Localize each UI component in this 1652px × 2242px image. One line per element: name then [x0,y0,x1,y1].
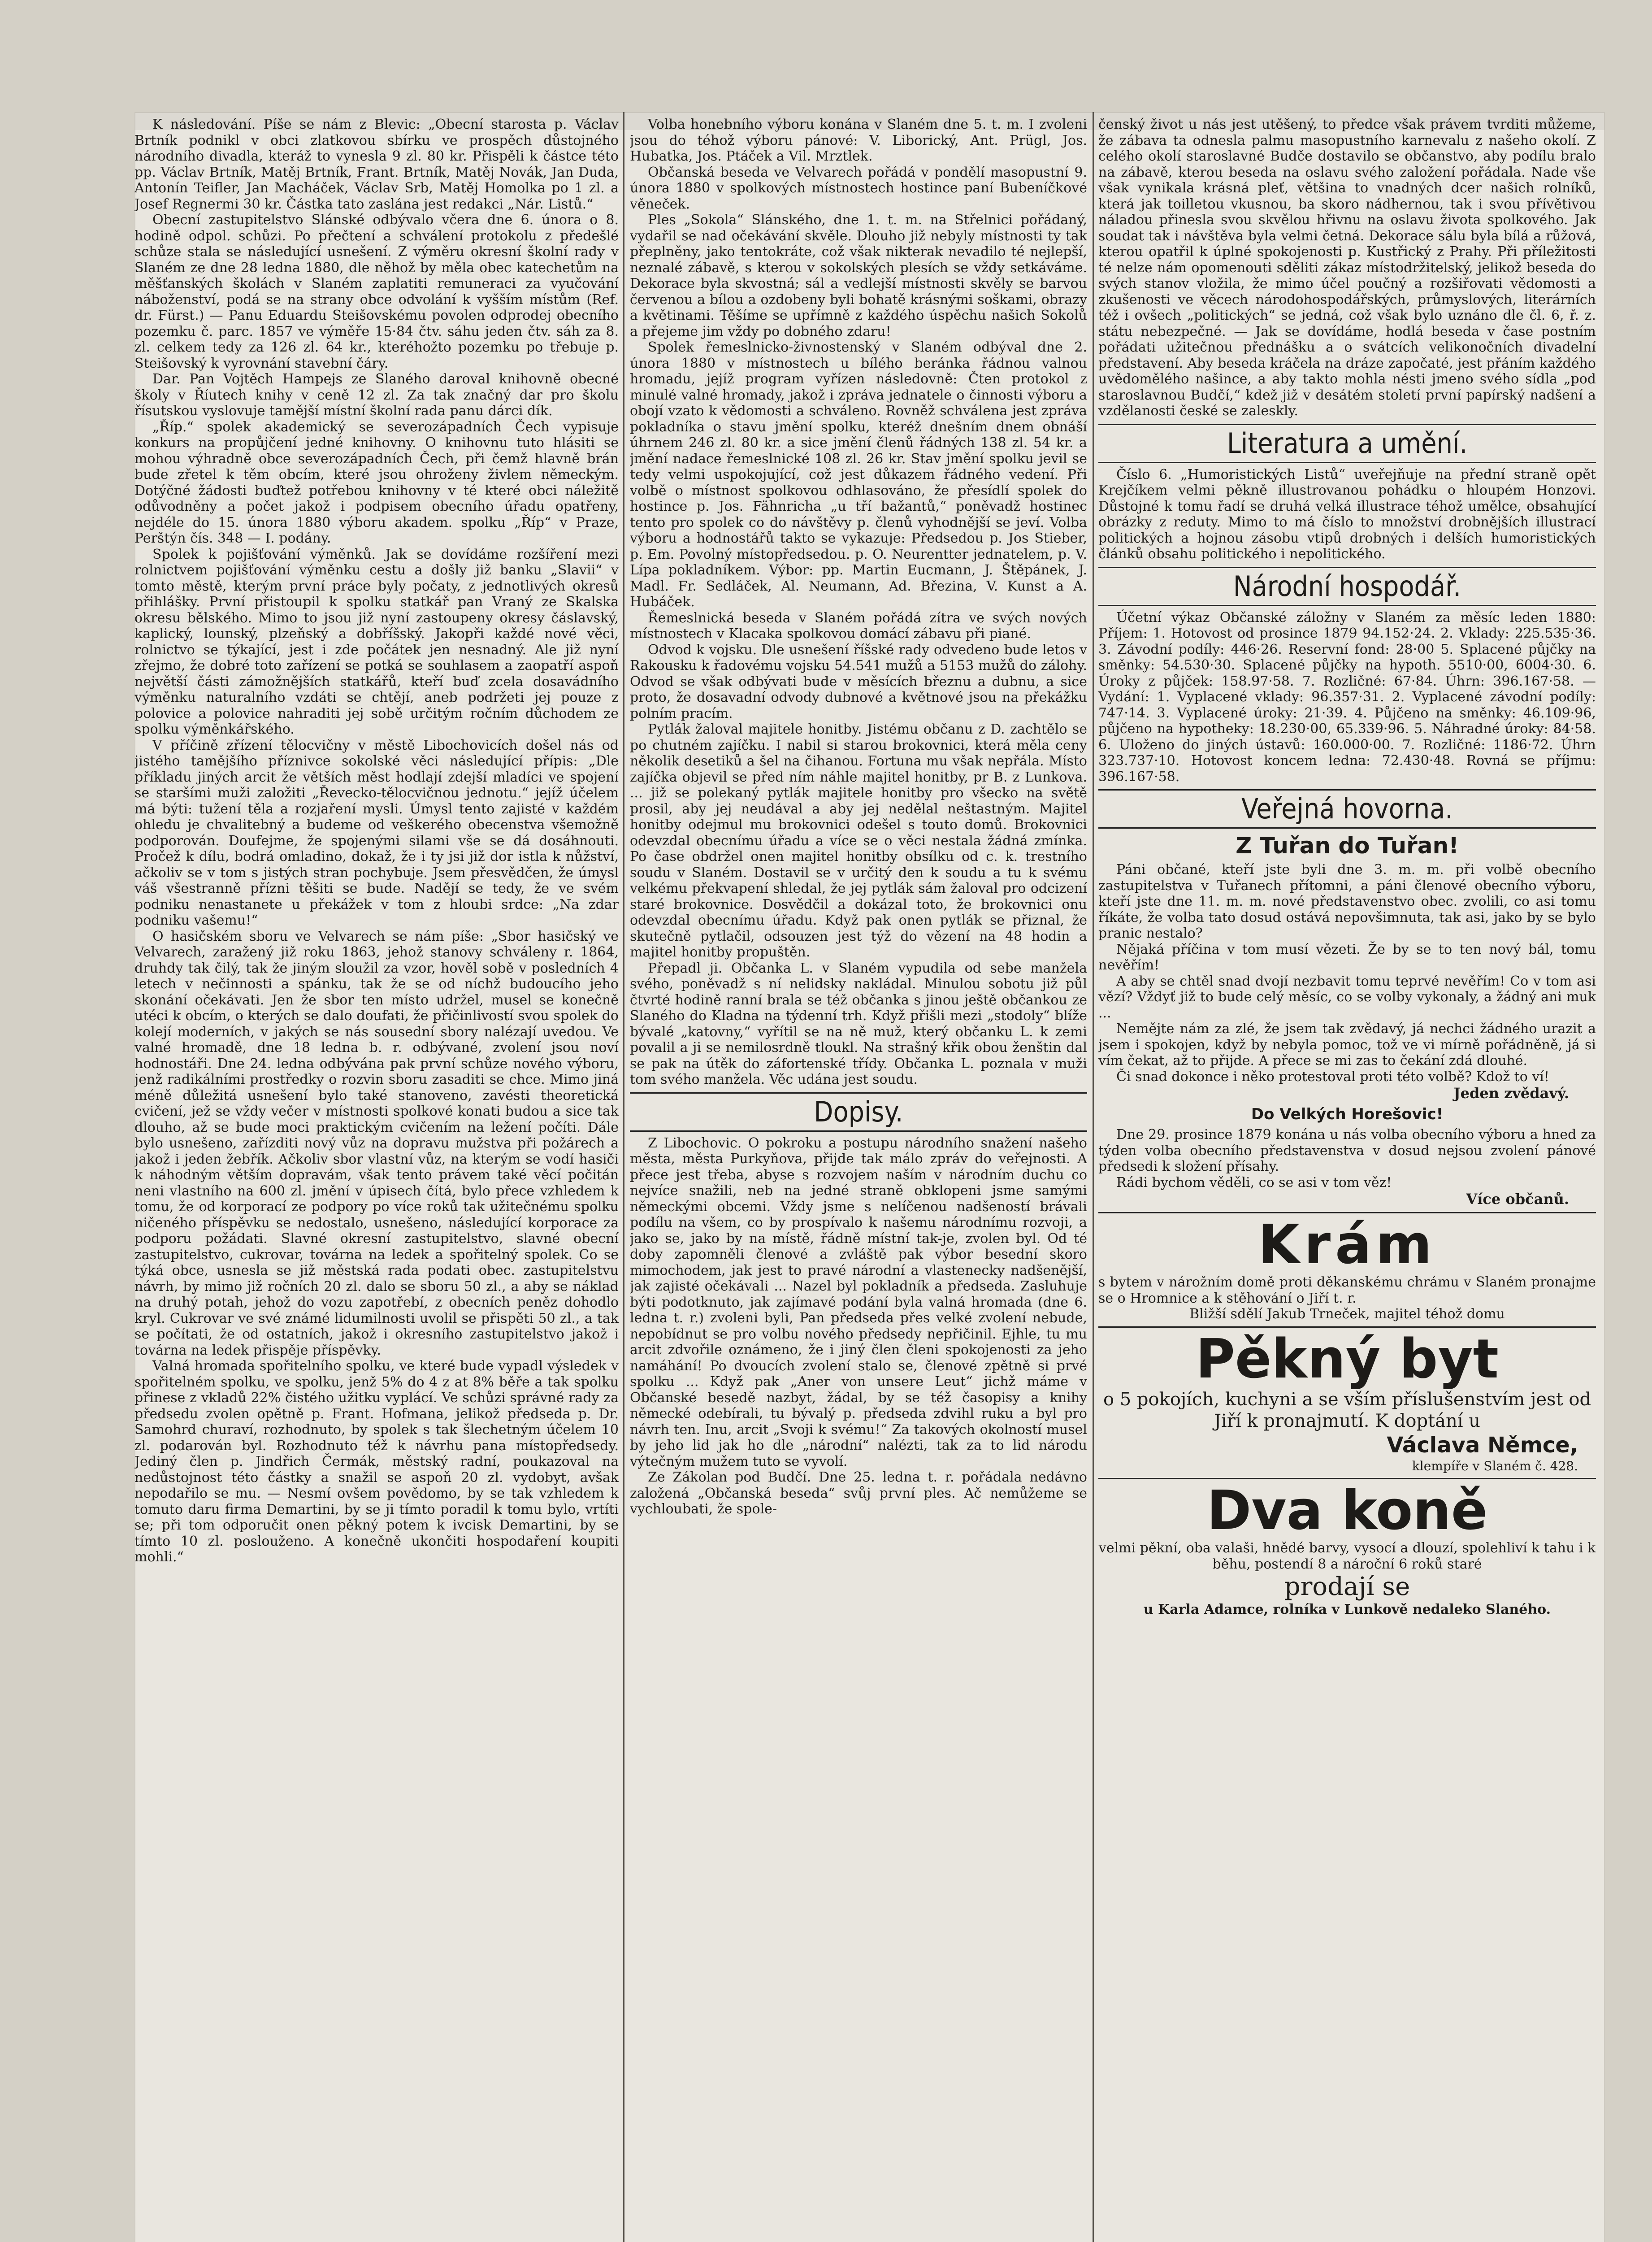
column-1 [134,117,619,2242]
article-ucetni-vykaz: Účetní výkaz Občanské záložny v Slaném za měsíc leden 1880: Příjem: 1. Hotovost od prosince 1879 94.152·24. 2. Vklady: 225.535·36. 3. Závodní podíly: 446·26. Reservní fond: 28·00 5. Splacené půjčky na směnky: 54.530·30. Splacené půjčky na hypoth. 5510·00, 6004·30. 6. Úroky z půjček: 158.97·58. 7. Rozličné: 67·84. Úhrn: 396.167·58. — Vydání: 1. Vyplacené vklady: 96.357·31. 2. Vyplacené závodní podíly: 747·14. 3. Vyplacené úroky: 21·39. 4. Půjčeno na směnky: 46.109·96, půjčeno na hypotheky: 18.230·00, 65.339·96. 5. Náhradné úroky: 84·58. 6. Uloženo do jiných ústavů: 160.000·00. 7. Rozličné: 1186·72. Úhrn 323.737·10. Hotovost koncem ledna: 72.430·48. Rovná se příjmu: 396.167·58. [1098,609,1596,785]
ad-byt-name: Václava Němce, [1387,1433,1578,1458]
letter-turany-1: Páni občané, kteří jste byli dne 3. m. m. při volbě obecního zastupitelstva v Tuřanech přítomni, a páni členové obecního výboru, kteří jste dne 11. m. m. nové představenstvo obec. zvolili, co asi tomu říkáte, že volba tato dosud ostává nepovšimnuta, tak asi, jako by se bylo pranic nestalo? [1098,862,1596,941]
ad-kram-title: Krám [1257,1214,1437,1276]
column-2 [630,117,1087,2242]
article-odvod: Odvod k vojsku. Dle usnešení říšské rady odvedeno bude letos v Rakousku k řadovému vojsku 54.541 mužů a 5153 mužů do zálohy. Odvod se však odbývati bude v měsících březnu a dubnu, a sice proto, že dosavadní odvody dubnové a květnové jsou na překážku polním pracím. [630,642,1087,721]
article-telocvicna: V příčině zřízení tělocvičny v městě Libochovicích došel nás od jistého tamějšího příznivce sokolské věci následující přípis: „Dle příkladu jiných arcit že větších měst hodlají zdejší mladíci ve spojení se staršími muži založiti „Řevecko-tělocvičnou jednotu.“ jejíž účelem má býti: tužení těla a rozjaření mysli. Úmysl tento zajisté v každém ohledu je chvalitebný a budeme od veškerého obecenstva všemožně podporován. Doufejme, že spojenými silami vše se dá dosáhnouti. Pročež k dílu, bodrá omladino, dokaž, že i ty jsi již dor istla k nůžství, ačkoliv se v tom s jistých stran pochybuje. Jsem přesvědčen, že úmysl váš všestranně přízni těšiti se bude. Nadějí se tedy, že ve svém podniku nenastanete u překážek v tom z hloubi srdce: „Na zdar podniku vašemu!“ [134,737,619,928]
article-pytlak: Pytlák žaloval majitele honitby. Jistému občanu z D. zachtělo se po chutném zajíčku. I nabil si starou brokovnici, která měla ceny několik desetiků a šel na čihanou. Fortuna mu však nepřála. Místo zajíčka objevil se před ním náhle majitel honitby, pr B. z Lunkova. ... již se polekaný pytlák majitele honitby pro všecko na světě prosil, aby jej neudával a aby jej nedělal neštastným. Majitel honitby odejmul mu brokovnici odešel s touto domů. Brokovnici odevzdal obecnímu úřadu a více se o věci nestala žádná zmínka. Po čase obdržel onen majitel honitby obsílku od c. k. trestního soudu v Slaném. Dostavil se v určitý den k soudu a tu k svému velkému překvapení shledal, že jej pytlák sám žaloval pro odcizení staré brokovnice. Dosvědčil a dokázal toto, že brokovnici onu odevzdal obecnímu úřadu. Když pak onen pytlák se přiznal, že skutečně pytlačil, odsouzen jest týž do vězení na 48 hodin a majitel honitby propuštěn. [630,721,1087,960]
article-remeslnicka-beseda: Řemeslnická beseda v Slaném pořádá zítra ve svých nových místnostech v Klacaka spolkovou domácí zábavu při piané. [630,610,1087,642]
article-obecni-zastupitelstvo: Obecní zastupitelstvo Slánské odbývalo včera dne 6. února o 8. hodině odpol. schůzi. Po přečtení a schválení protokolu z předešlé schůze stala se následující usnešení. Z výměru okresní školní rady v Slaném ze dne 28 ledna 1880, dle něhož by měla obec katechetům na měšťanských školách v Slaném zaplatiti remuneraci za vyučování náboženství, podá se na strany obce odvolání k vyšším místům (Ref. dr. Fürst.) — Panu Eduardu Steišovskému povolen odprodej obecního pozemku č. parc. 1857 ve výměře 15·84 čtv. sáhu jeden čtv. sáh za 8. zl. celkem tedy za 126 zl. 64 kr., kteréhožto pozemku po třebuje p. Steišovský k vyrovnání stavební čáry. [134,212,619,371]
article-hasicsky-sbor: O hasičském sboru ve Velvarech se nám píše: „Sbor hasičský ve Velvarech, zaražený již roku 1863, jehož stanovy schváleny r. 1864, druhdy tak čilý, tak že jiným sloužil za vzor, hověl sobě v posledních 4 letech v nečinnosti a spánku, tak že se od níchž budoucího jeho skonání očekávati. Jen že sbor ten místo udržel, musel se konečně utéci k obcím, o kterých se dalo doufati, že přičinlivostí svou spolek do kolejí moderních, v jakých se nás sousední sbory nalézají uvedou. Ve valné hromadě, dne 18 ledna b. r. odbývané, zvolení jsou noví hodnostáři. Dne 24. ledna odbývána pak první schůze nového výboru, jenž radikálními prostředky o rozvin sboru zasaditi se chce. Mimo jiná méně důležitá usnešení bylo také stanoveno, zavésti theoretická cvičení, jež se vždy večer v místnosti spolkové konati budou a sice tak dlouho, až se bude moci praktickým cvičením na ležení počíti. Dále bylo usnešeno, zařízditi nový vůz na dopravu mužstva při požárech a jakož i jeden žebřík. Ačkoliv sbor vlastní vůz, na kterým se vodí hasiči k náhodným větším dopravám, však tento právem také věcí počitán neni vlastního na 600 zl. jmění v úpisech čítá, bylo přece vzhledem k tomu, že od korporací ze podpory po více roků tak užitečnému spolku ničeného příspěvku se nedostalo, usnešeno, následující korporace za podporu požádati. Slavné okresní zastupitelstvo, slavné obecní zastupitelstvo, cukrovar, továrna na ledek a spořitelný spolek. Co se týká obce, usnesla se již městská rada podati obec. zastupitelstvu návrh, by mimo již ročních 20 zl. dalo se sboru 50 zl., a aby se náklad na druhý potah, jehož do vozu zapotřebí, z obecních peněz dohodlo kryl. Cukrovar ve své známé lidumilnosti uvolil se přispěti 50 zl., a tak se počítati, že od ostatních, jakož i okresního zastupitelstvo jakož i továrna na ledek přispěje příspěvky. [134,928,619,1358]
article-spolek-remeslnicky: Spolek řemeslnicko-živnostenský v Slaném odbýval dne 2. února 1880 v místnostech u bílého beránka řádnou valnou hromadu, jejíž program vyřízen následovně: Čten protokol z minulé valné hromady, jakož i zpráva jednatele o činnosti výboru a obojí vzato k vědomosti a schváleno. Rovněž schválena jest zpráva pokladníka o stavu jmění spolku, kteréž dnešním dnem obnáší úhrnem 246 zl. 80 kr. a sice jmění členů řádných 138 zl. 54 kr. a jmění nadace řemeslnické 108 zl. 26 kr. Stav jmění spolku jevil se tedy velmi uspokojující, což jest důkazem řádného vedení. Při volbě o místnost spolkovou odhlasováno, že přesídlí spolek do hostince p. Jos. Fähnricha „u tří bažantů,“ poněvadž hostinec tento pro spolek co do návštěvy p. členů vyhodnější se jeví. Volba výboru a hodnostářů takto se vykazuje: Předsedou p. Jos Stieber, p. Em. Povolný místopředsedou. p. O. Neurentter jednatelem, p. V. Lípa pokladníkem. Výbor: pp. Martin Eucmann, J. Štěpánek, J. Madl. Fr. Sedláček, Al. Neumann, Ad. Březina, V. Kunst a A. Hubáček. [630,339,1087,610]
article-zakolany-cont: čenský život u nás jest utěšený, to předce však právem tvrditi můžeme, že zábava ta odnesla palmu masopustního karnevalu z našeho okolí. Z celého okolí staroslavné Budče dostavilo se občanstvo, aby podílu bralo na zábavě, kterou beseda na oslavu svého založení pořádala. Nade vše však vynikala krásná pleť, většina to vnadných dcer našich rolníků, která jak toilletou vkusnou, ba skoro nádhernou, tak i svou přívětivou náladou přinesla svou skvělou hřivnu na oslavu života spolkového. Jak soudat tak i návštěva byla velmi četná. Dekorace sálu byla bílá a růžová, kterou opatřil k úplné spokojenosti p. Kustřický z Prahy. Při příležitosti té nelze nám opomenouti sděliti zákaz místodržitelský, jelikož beseda do svých stanov vložila, že mimo účel poučný a rozšiřovati vědomosti a zkušenosti ve věcech národohospodářských, průmyslových, literárních též i ovšech „politických“ se jedná, což však bylo uznáno dle čl. 6, ř. z. státu nebezpečné. — Jak se dovídáme, hodlá beseda v čase postním pořádati užitečnou přednášku a o svátcích velikonočních divadelní představení. Aby beseda kráčela na dráze započaté, jest přáním každého uvědomělého našince, a aby takto mohla nésti jmeno svého sídla „pod staroslavnou Budčí,“ kdež již v desátém století první papírský nadšení a vzdělanosti české se zaleskly. [1098,117,1596,419]
column-3 [1098,117,1596,2242]
ad-pekny-byt [1098,1326,1596,1473]
section-title-hovorna: Veřejná hovorna. [1098,789,1596,829]
section-title-hospodar: Národní hospodář. [1098,567,1596,606]
article-libochovice: Z Libochovic. O pokroku a postupu národního snažení našeho města, města Purkyňova, přijde tak málo zpráv do veřejnosti. A přece jest třeba, abyse s rozvojem naším v národním duchu co nejvíce snažili, neb na jedné straně obklopeni jsme samými německými obcemi. Vždy jsme s nelíčenou nadšeností brávali podílu na všem, co by prospívalo k našemu národnímu rozvoji, a jako se, jako by na místě, řádně místní tak-je, zvolen byl. Od té doby zapomněli členové a zvláště pak výbor besední skoro mimochodem, jak jest to pravé národní a vlastenecky nadšenější, jak zajisté očekávali ... Nazel byl pokladník a předseda. Zasluhuje býti podotknuto, jak zajímavé podání byla valná hromada (dne 6. ledna t. r.) zvoleni byli, Pan předseda přes velké zvolení nebude, nepobídnut se pro volbu nového předsedy nepřičinil. Ejhle, tu mu arcit zdvořile oznámeno, že i jiný člen členi spokojenosti za jeho namáhání! Po dvoucích zvolení stalo se, členové zpětně si prvé spolku ... Když pak „Aner von unsere Leut“ jichž máme v Občanské besedě nazbyt, žádal, by se též časopisy a knihy německé odebírali, tu bývalý p. předseda zdvihl ruku a byl pro návrh ten. Inu, arcit „Svoji k svému!“ Za takových okolností musel by jeho lid jak ho dle „národní“ nalézti, tak za to lid národu výtečným mužem tuto se vyvolí. [630,1135,1087,1469]
letter-turany-2: Nějaká příčina v tom musí vězeti. Že by se to ten nový bál, tomu nevěřím! [1098,941,1596,973]
article-blevice: K následování. Píše se nám z Blevic: „Obecní starosta p. Václav Brtník podnikl v obci zlatkovou sbírku ve prospěch důstojného národního divadla, kteráž to vynesla 9 zl. 80 kr. Přispěli k částce této pp. Václav Brtník, Matěj Brtník, Frant. Brtník, Matěj Novák, Jan Duda, Antonín Teifler, Jan Macháček, Václav Srb, Matěj Homolka po 1 zl. a Josef Regnermi 30 kr. Částka tato zaslána jest redakci „Nár. Listů.“ [134,117,619,212]
ad-dva-kone [1098,1478,1596,1617]
ad-byt-address: klempíře v Slaném č. 428. [1412,1459,1578,1473]
letter-horesovice-2: Rádi bychom věděli, co se asi v tom věz! [1116,1174,1392,1191]
article-rip: „Říp.“ spolek akademický se severozápadních Čech vypisuje konkurs na propůjčení jedné knihovny. O knihovnu tuto hlásiti se mohou výhradně obce severozápadních Čech, při čemž hlavně brán bude zřetel k těm obcím, které jsou ohroženy živlem německým. Dotýčné žádosti buďtež potřebou knihovny v té které obci náležitě odůvodněny a počet jakož i podpisem obecního úřadu opatřeny, nejdéle do 15. února 1880 výboru akadem. spolku „Říp“ v Praze, Perštýn čís. 348 — I. podány. [134,419,619,546]
article-zakolany: Ze Zákolan pod Budčí. Dne 25. ledna t. r. pořádala nedávno založená „Občanská beseda“ svůj první ples. Ač nemůžeme se vychloubati, že spole- [630,1469,1087,1517]
signature-vice-obcanu: Více občanů. [1466,1191,1569,1208]
letter-turany-5: Či snad dokonce i něko protestoval proti této volbě? Kdož to ví! [1116,1069,1549,1085]
article-sporitelni-spolek: Valná hromada spořitelního spolku, ve které bude vypadl výsledek v spořitelném spolku, ve spolku, jenž 5% do 4 z at 8% běře a tak spolku přinese z vkladů 22% čistého užitku vyplácí. Ve schůzi správné rady za předsedu zvolen opětně p. Frant. Hofmana, jelikož předseda p. Dr. Samohrd churaví, rozhodnuto, by spolek s tak šlechetným účelem 10 zl. podarován byl. Rozhodnuto též k návrhu pana místopředsedy. Jediný člen p. Jindřich Čermák, městský radní, poukazoval na nedůstojnost této částky a snažil se aspoň 20 zl. vydobyt, avšak nepodařilo se mu. — Nesmí ovšem povědomo, by se tak vzhledem k tomuto daru firma Demartini, by se ji tímto poradil k tomu bylo, vrtíti se; při tom odporučit onen pěkný potem k ivcisk Demartini, by se tímto 10 zl. poslouženo. A konečně ukončiti hospodaření koupiti mohli.“ [134,1358,619,1565]
column-rule-right [1093,112,1094,2242]
article-dar: Dar. Pan Vojtěch Hampejs ze Slaného daroval knihovně obecné školy v Říutech knihy v ceně 12 zl. Za tak značný dar pro školu řísutskou vyslovuje tamější místní školní rada panu dárci dík. [134,371,619,419]
letter-horesovice-1: Dne 29. prosince 1879 konána u nás volba obecního výboru a hned za týden volba obecního představenstva v dosud nejsou zvolení pánové předsedi k složení přísahy. [1098,1127,1596,1174]
ad-byt-text: o 5 pokojích, kuchyni a se vším příslušenstvím jest od Jiří k pronajmutí. K doptání u [1103,1389,1591,1431]
section-title-literatura: Literatura a umění. [1098,424,1596,463]
letter-turany-3: A aby se chtěl snad dvojí nezbavit tomu teprvé nevěřím! Co v tom asi vězí? Vždyť již to bude celý měsíc, co se volby vykonaly, a žádný ani muk ... [1098,973,1596,1021]
section-title-dopisy: Dopisy. [630,1092,1087,1132]
article-ples-sokola: Ples „Sokola“ Slánského, dne 1. t. m. na Střelnici pořádaný, vydařil se nad očekávání skvěle. Dlouho již nebyly místnosti ty tak přeplněny, jako tentokráte, což však nikterak nevadilo té nejlepší, neznalé zábavě, s kterou v sokolských plesích se vždy setkáváme. Dekorace byla skvostná; sál a vedlejší místnosti skvěly se barvou červenou a bílou a ozdobeny byli bohatě krásnými soškami, obrazy a květinami. Těšíme se upřímně z každého úspěchu našich Sokolů a přejeme jim vždy po dobného zdaru! [630,212,1087,339]
ad-byt-title: Pěkný byt [1195,1328,1499,1390]
article-obcanska-beseda: Občanská beseda ve Velvarech pořádá v pondělí masopustní 9. února 1880 v spolkových místnostech hostince paní Bubeníčkové věneček. [630,164,1087,212]
subtitle-horesovice: Do Velkých Horešovic! [1251,1105,1444,1123]
ad-kone-contact: u Karla Adamce, rolníka v Lunkově nedaleko Slaného. [1143,1602,1551,1617]
article-prepadl: Přepadl ji. Občanka L. v Slaném vypudila od sebe manžela svého, poněvadž s ní nelidsky nakládal. Minulou sobotu již půl čtvrté hodině ranní brala se též občanka s jinou ještě občankou ze Slaného do Kladna na týdenní trh. Když přišli mezi „stodoly“ blíže bývalé „katovny,“ vyřítil se na ně muž, který občanku L. k zemi povalil a ji se nemilosrdně tloukl. Na strašný křik obou ženštin dal se pak na útěk do záfortenské třídy. Občanka L. poznala v muži tom svého manžela. Věc udána jest soudu. [630,960,1087,1087]
signature-jeden-zvedavy: Jeden zvědavý. [1453,1085,1569,1102]
article-humoristicke-listy: Číslo 6. „Humoristických Listů“ uveřejňuje na přední straně opět Krejčíkem velmi pěkně illustrovanou pohádku o hloupém Honzovi. Důstojné k tomu řadí se druhá velká illustrace téhož umělce, obsahující obrázky z reduty. Mimo to má číslo to množství drobnějších illustrací politických a hojnou zásobu vtipů drobných i delších humoristických článků obsahu politického i nepolitického. [1098,466,1596,562]
ad-kone-sale: prodají se [1284,1572,1410,1601]
ad-kram-contact: Bližší sdělí Jakub Trneček, majitel téhož domu [1189,1306,1505,1322]
ad-kram [1098,1212,1596,1322]
ad-kone-title: Dva koně [1206,1480,1488,1542]
subtitle-turany: Z Tuřan do Tuřan! [1236,833,1459,859]
ad-kone-text: velmi pěkní, oba valaši, hnědé barvy, vysocí a dlouzí, spolehliví k tahu i k běhu, postendí 8 a nároční 6 roků staré [1098,1540,1596,1572]
letter-turany-4: Nemějte nám za zlé, že jsem tak zvědavý, já nechci žádného urazit a jsem i spokojen, když by nebyla pomoc, tož ve vi mírně pořádněně, já si vím čekat, až to přijde. A přece se mi zas to čekání zdá dlouhé. [1098,1021,1596,1069]
article-pojistovani-vymenku: Spolek k pojišťování výměnků. Jak se dovídáme rozšíření mezi rolnictvem pojišťování výměnku cestu a došly již banku „Slavii“ v tomto městě, kterým první práce byly počaty, z jednotlivých okresů přihlášky. První přistoupil k spolku statkář pan Vraný ze Skalska okresu bělského. Mimo to jsou již nyní zastoupeny okresy čáslavský, kaplický, lounský, plzeňský a dobříšský. Jakopři každé nové věci, rolnictvo se týkající, jest i zde počátek jen nesnadný. Ale již nyní zřejmo, že dobré toto zařízení se potká se souhlasem a zaopatří aspoň největší části zámožnějších statkářů, kteří buď zcela dosavádního výměnku naturalního vzdáti se chtějí, aneb podržeti jej pouze z polovice a polovice nahraditi jej sobě určitým ročním důchodem ze spolku výměnkářského. [134,546,619,737]
column-rule-left [623,112,624,2242]
article-volba-honebniho: Volba honebního výboru konána v Slaném dne 5. t. m. I zvoleni jsou do téhož výboru pánové: V. Liborický, Ant. Prügl, Jos. Hubatka, Jos. Ptáček a Vil. Mrztlek. [630,117,1087,164]
ad-kram-text: s bytem v nárožním domě proti děkanskému chrámu v Slaném pronajme se o Hromnice a k stěhování o Jiří t. r. [1098,1274,1596,1306]
newspaper-page [134,112,1605,2242]
